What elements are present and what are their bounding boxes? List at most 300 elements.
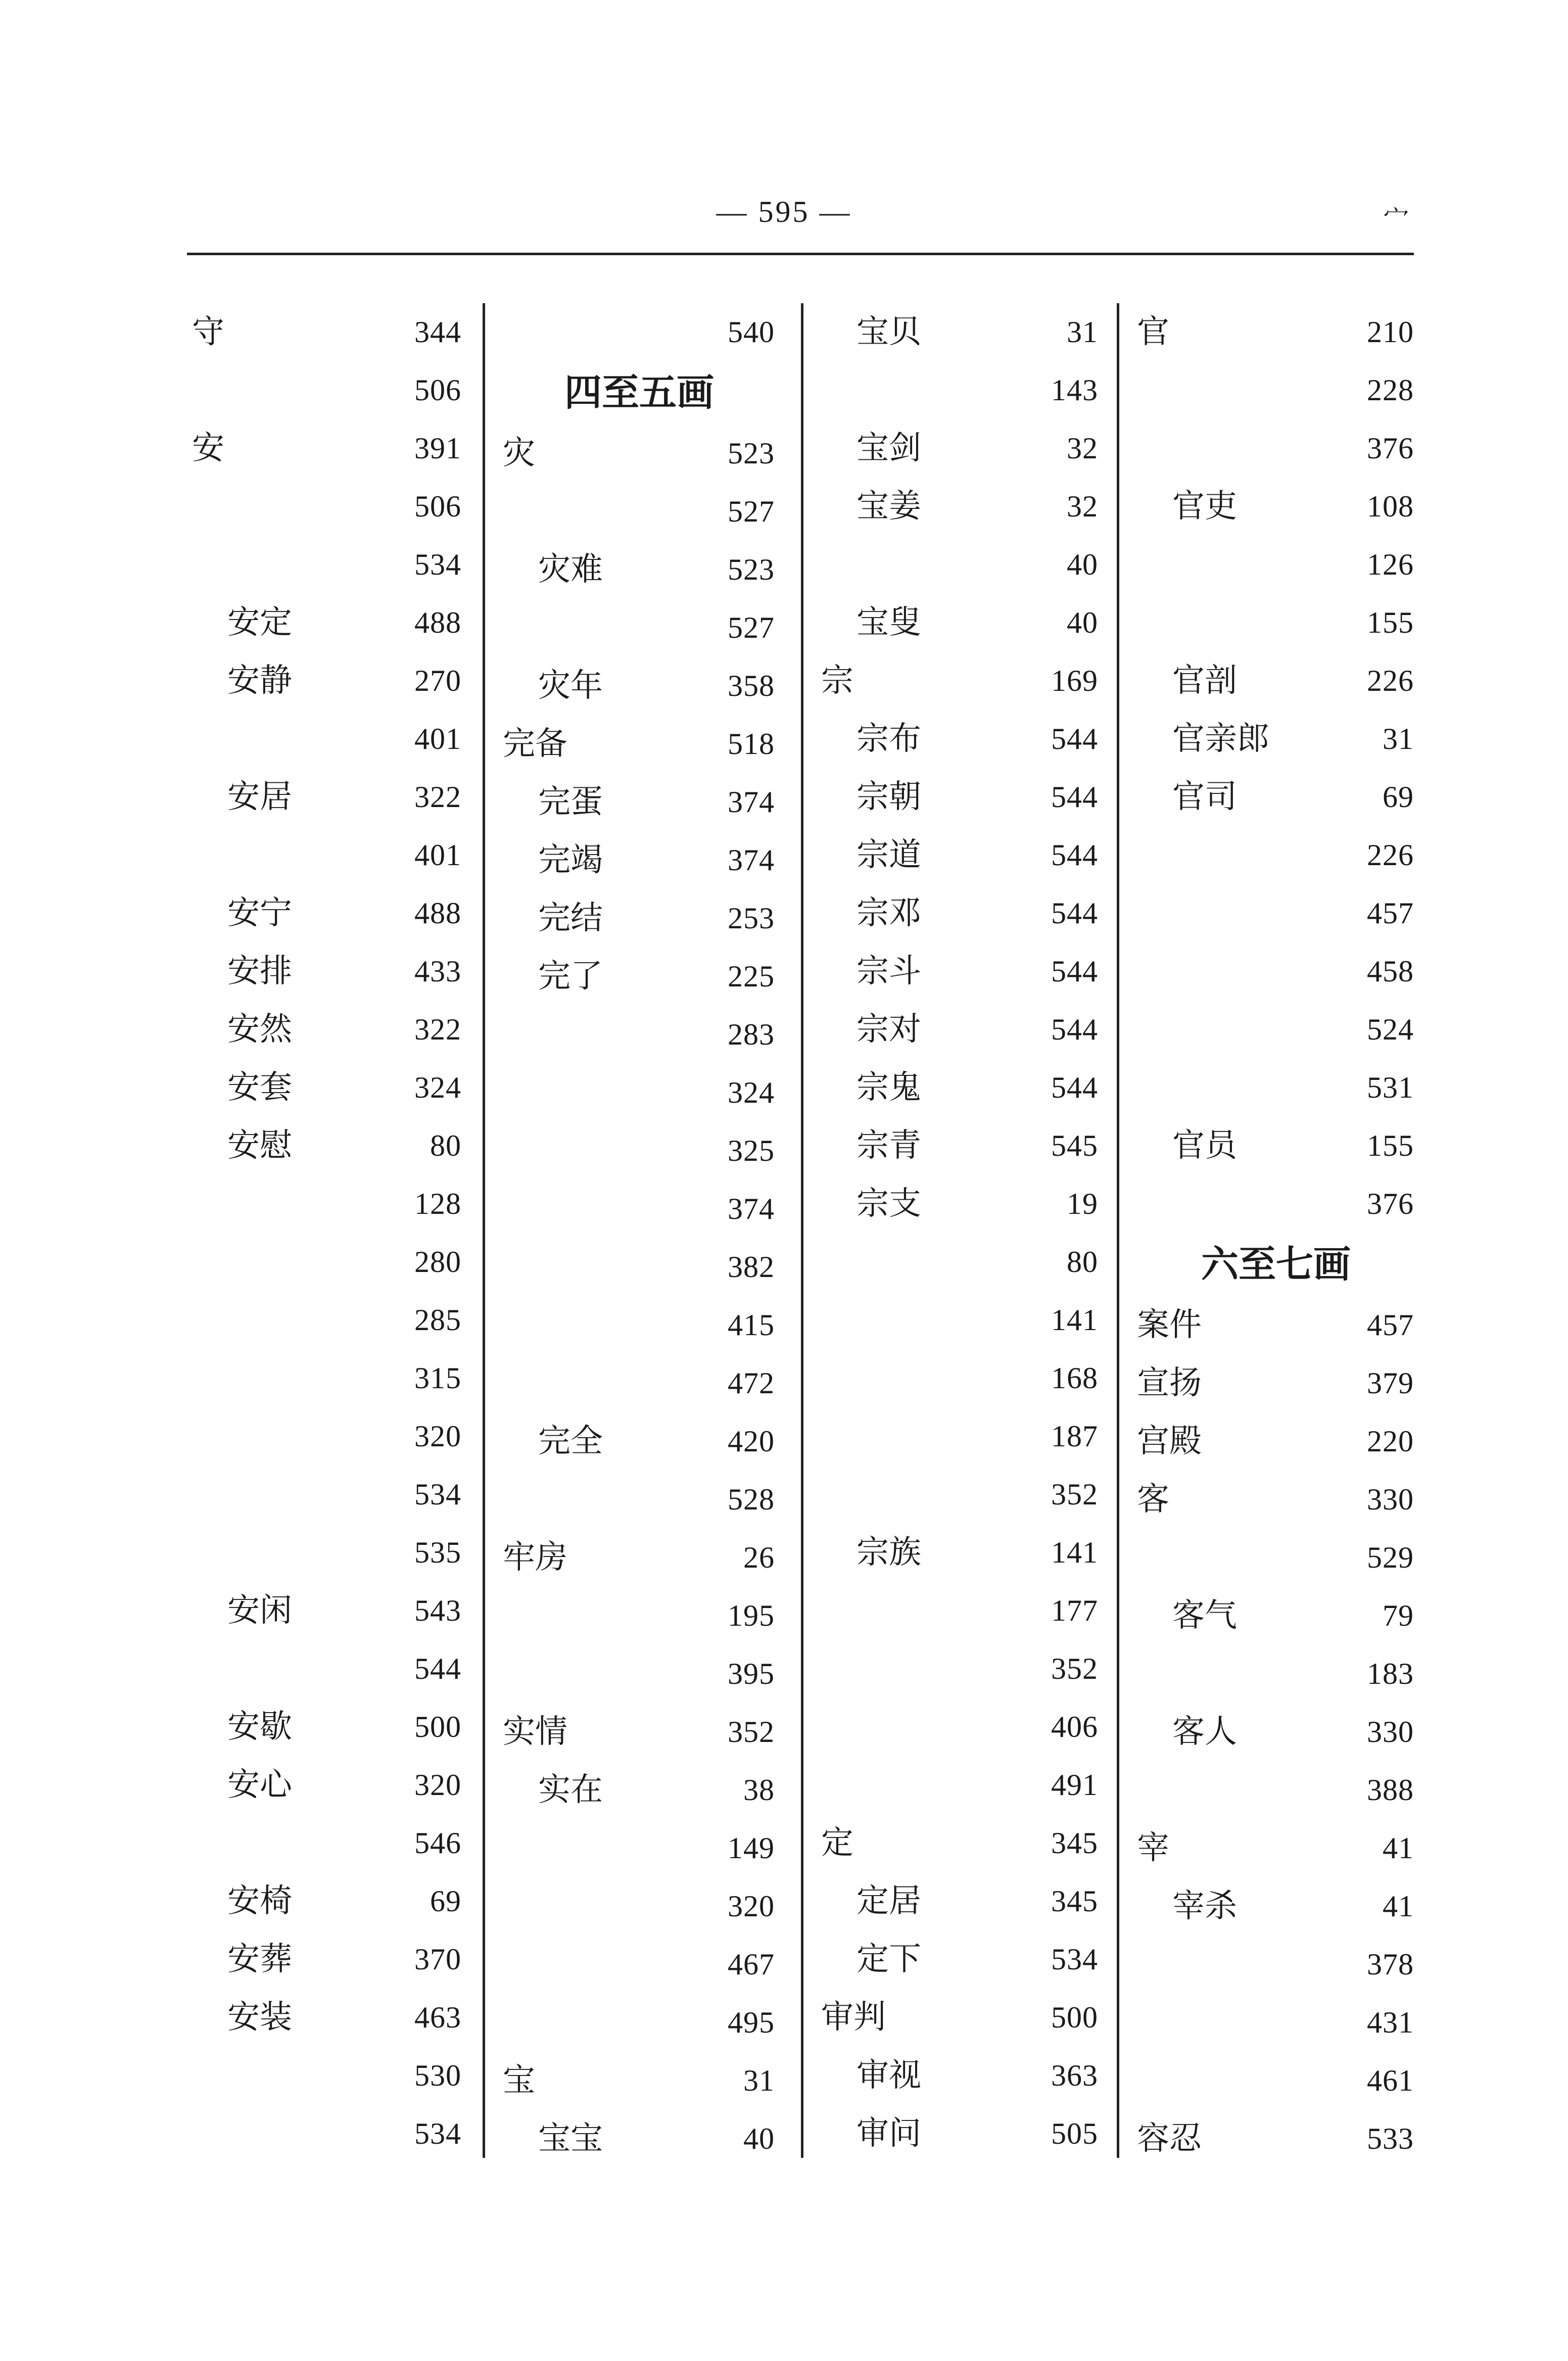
index-entry <box>498 1064 781 1122</box>
index-entry <box>498 483 781 541</box>
page-reference: 461 <box>1367 2064 1414 2097</box>
index-entry <box>816 826 1104 884</box>
sub-entry-term: 官亲郎 <box>1172 720 1269 758</box>
index-entry <box>498 303 781 361</box>
sub-entry-term: 宗鬼 <box>857 1069 921 1106</box>
page-reference: 395 <box>728 1657 775 1690</box>
index-entry <box>816 2047 1104 2105</box>
page-reference: 324 <box>414 1071 461 1104</box>
page-reference: 406 <box>1051 1710 1098 1743</box>
index-entry <box>1132 478 1420 536</box>
page-reference: 543 <box>414 1594 461 1627</box>
main-entry-term: 容忍 <box>1137 2120 1202 2157</box>
page-reference: 467 <box>728 1948 775 1981</box>
page-reference: 358 <box>728 669 775 702</box>
page-reference: 155 <box>1367 1129 1414 1162</box>
page-reference: 40 <box>743 2122 775 2155</box>
sub-entry-term: 完结 <box>538 900 603 937</box>
index-entry <box>1132 1059 1420 1117</box>
index-entry <box>187 1930 467 1989</box>
index-entry <box>1132 1819 1420 1877</box>
page-reference: 324 <box>728 1076 775 1109</box>
index-entry <box>816 1233 1104 1291</box>
page-reference: 352 <box>1051 1478 1098 1511</box>
page-reference: 534 <box>414 548 461 581</box>
page-reference: 149 <box>728 1831 775 1865</box>
index-entry <box>187 1872 467 1930</box>
sub-entry-term: 安椅 <box>227 1882 292 1920</box>
sub-entry-term: 官吏 <box>1172 488 1237 525</box>
section-heading-text: 四至五画 <box>564 371 714 414</box>
sub-entry-term: 安居 <box>227 778 292 816</box>
page-reference: 41 <box>1383 1890 1414 1923</box>
index-entry <box>1132 1001 1420 1059</box>
page-reference: 488 <box>414 606 461 639</box>
sub-entry-term: 安然 <box>227 1011 292 1048</box>
sub-entry-term: 安心 <box>227 1766 292 1804</box>
sub-entry-term: 灾年 <box>538 667 603 704</box>
page-reference: 433 <box>414 955 461 988</box>
index-entry <box>1132 884 1420 942</box>
page-reference: 40 <box>1067 606 1098 639</box>
index-column-4 <box>1132 303 1420 2158</box>
page-reference: 544 <box>414 1652 461 1685</box>
radical-corner-mark: 宀 <box>1384 204 1409 233</box>
index-entry <box>1132 1175 1420 1233</box>
main-entry-term: 宰 <box>1137 1829 1169 1867</box>
index-entry <box>498 1529 781 1587</box>
main-entry-term: 安 <box>192 430 224 467</box>
index-entry <box>816 478 1104 536</box>
page-reference: 330 <box>1367 1483 1414 1516</box>
index-entry <box>816 1117 1104 1175</box>
page-reference: 527 <box>728 611 775 644</box>
index-entry <box>1132 419 1420 478</box>
page-reference: 226 <box>1367 838 1414 872</box>
column-divider <box>1117 303 1119 2158</box>
page-reference: 545 <box>1051 1129 1098 1162</box>
sub-entry-term: 完全 <box>538 1423 603 1460</box>
sub-entry-term: 客气 <box>1172 1597 1237 1634</box>
index-entry <box>498 831 781 889</box>
index-entry <box>498 1471 781 1529</box>
index-entry <box>1132 303 1420 361</box>
index-entry <box>498 1296 781 1354</box>
sub-entry-term: 宗斗 <box>857 953 921 990</box>
sub-entry-term: 宝叟 <box>857 604 921 641</box>
page-reference: 31 <box>1383 722 1414 755</box>
sub-entry-term: 官司 <box>1172 778 1237 816</box>
index-entry <box>816 1407 1104 1466</box>
index-entry <box>498 599 781 657</box>
stroke-section-heading <box>498 361 781 424</box>
page-reference: 544 <box>1051 780 1098 814</box>
sub-entry-term: 灾难 <box>538 551 603 588</box>
page-reference: 315 <box>414 1361 461 1395</box>
page-reference: 534 <box>414 2117 461 2150</box>
index-entry <box>498 1761 781 1819</box>
page-reference: 320 <box>728 1890 775 1923</box>
page-reference: 415 <box>728 1308 775 1342</box>
page-reference: 141 <box>1051 1303 1098 1337</box>
index-entry <box>816 1698 1104 1756</box>
page-reference: 195 <box>728 1599 775 1632</box>
main-entry-term: 宫殿 <box>1137 1423 1202 1460</box>
index-entry <box>498 1006 781 1064</box>
page-reference: 523 <box>728 437 775 470</box>
index-entry <box>1132 1645 1420 1703</box>
page-reference: 529 <box>1367 1541 1414 1574</box>
index-entry <box>1132 1354 1420 1412</box>
sub-entry-term: 安慰 <box>227 1127 292 1164</box>
page-reference: 544 <box>1051 722 1098 755</box>
page-reference: 382 <box>728 1250 775 1284</box>
index-entry <box>816 303 1104 361</box>
page-reference: 32 <box>1067 490 1098 523</box>
index-entry <box>1132 1117 1420 1175</box>
page-reference: 546 <box>414 1826 461 1860</box>
page-reference: 401 <box>414 722 461 755</box>
index-entry <box>187 652 467 710</box>
sub-entry-term: 安闲 <box>227 1592 292 1629</box>
index-entry <box>498 1703 781 1761</box>
column-divider <box>483 303 485 2158</box>
page-reference: 108 <box>1367 490 1414 523</box>
index-entry <box>498 715 781 773</box>
sub-entry-term: 安装 <box>227 1999 292 2036</box>
index-entry <box>816 594 1104 652</box>
page-reference: 126 <box>1367 548 1414 581</box>
page-reference: 534 <box>1051 1943 1098 1976</box>
sub-entry-term: 安宁 <box>227 894 292 932</box>
page-reference: 535 <box>414 1536 461 1569</box>
index-entry <box>187 1466 467 1524</box>
index-entry <box>498 1238 781 1296</box>
page-reference: 505 <box>1051 2117 1098 2150</box>
index-entry <box>1132 1296 1420 1354</box>
sub-entry-term: 定居 <box>857 1882 921 1920</box>
index-entry <box>498 657 781 715</box>
index-entry <box>187 478 467 536</box>
page-reference: 352 <box>728 1715 775 1749</box>
main-entry-term: 灾 <box>503 435 535 472</box>
index-entry <box>187 826 467 884</box>
index-entry <box>187 1814 467 1872</box>
page-reference: 187 <box>1051 1420 1098 1453</box>
page-reference: 155 <box>1367 606 1414 639</box>
index-entry <box>816 536 1104 594</box>
index-entry <box>1132 1471 1420 1529</box>
index-entry <box>187 1233 467 1291</box>
page-number: — 595 — <box>716 195 852 228</box>
index-entry <box>498 2052 781 2110</box>
page-reference: 544 <box>1051 838 1098 872</box>
index-entry <box>1132 1703 1420 1761</box>
page-reference: 374 <box>728 785 775 819</box>
sub-entry-term: 宝贝 <box>857 313 921 351</box>
page-reference: 370 <box>414 1943 461 1976</box>
page-reference: 31 <box>1067 315 1098 349</box>
sub-entry-term: 官员 <box>1172 1127 1237 1164</box>
sub-entry-term: 完了 <box>538 958 603 995</box>
page-reference: 344 <box>414 315 461 349</box>
index-entry <box>187 1349 467 1407</box>
index-entry <box>187 1001 467 1059</box>
index-entry <box>816 1814 1104 1872</box>
page-reference: 31 <box>743 2064 775 2097</box>
main-entry-term: 完备 <box>503 725 567 763</box>
section-heading-text: 六至七画 <box>1201 1243 1351 1286</box>
sub-entry-term: 完竭 <box>538 841 603 879</box>
sub-entry-term: 安静 <box>227 662 292 699</box>
index-entry <box>816 1349 1104 1407</box>
page-reference: 506 <box>414 373 461 407</box>
index-entry <box>1132 594 1420 652</box>
page-reference: 38 <box>743 1773 775 1807</box>
page-reference: 80 <box>430 1129 461 1162</box>
page-reference: 79 <box>1383 1599 1414 1632</box>
sub-entry-term: 客人 <box>1172 1713 1237 1751</box>
index-entry <box>816 884 1104 942</box>
page-reference: 491 <box>1051 1768 1098 1802</box>
page-reference: 544 <box>1051 1071 1098 1104</box>
sub-entry-term: 官剖 <box>1172 662 1237 699</box>
index-entry <box>816 2105 1104 2163</box>
page-reference: 488 <box>414 896 461 930</box>
page-reference: 225 <box>728 960 775 993</box>
index-entry <box>816 1175 1104 1233</box>
page-reference: 283 <box>728 1018 775 1051</box>
sub-entry-term: 安葬 <box>227 1941 292 1978</box>
index-entry <box>816 1001 1104 1059</box>
page-reference: 530 <box>414 2059 461 2092</box>
index-entry <box>1132 361 1420 419</box>
page-reference: 379 <box>1367 1366 1414 1400</box>
page-reference: 128 <box>414 1187 461 1220</box>
page-reference: 495 <box>728 2006 775 2039</box>
index-entry <box>187 419 467 478</box>
page-reference: 322 <box>414 780 461 814</box>
main-entry-term: 宗 <box>821 662 853 699</box>
page-reference: 325 <box>728 1134 775 1167</box>
index-entry <box>1132 1529 1420 1587</box>
header-rule <box>187 253 1414 255</box>
index-entry <box>498 1994 781 2052</box>
index-entry <box>1132 1587 1420 1645</box>
page-reference: 401 <box>414 838 461 872</box>
index-entry <box>816 1582 1104 1640</box>
page-reference: 374 <box>728 1192 775 1225</box>
index-entry <box>816 1989 1104 2047</box>
page-reference: 431 <box>1367 2006 1414 2039</box>
index-entry <box>498 1877 781 1935</box>
page-reference: 544 <box>1051 955 1098 988</box>
page-reference: 32 <box>1067 432 1098 465</box>
index-entry <box>187 1640 467 1698</box>
page-reference: 500 <box>1051 2001 1098 2034</box>
sub-entry-term: 宗道 <box>857 836 921 874</box>
index-entry <box>816 1524 1104 1582</box>
page-reference: 457 <box>1367 896 1414 930</box>
sub-entry-term: 安排 <box>227 953 292 990</box>
index-column-1 <box>187 303 467 2158</box>
index-entry <box>187 1407 467 1466</box>
index-entry <box>187 2105 467 2163</box>
index-entry <box>187 1117 467 1175</box>
page-reference: 228 <box>1367 373 1414 407</box>
index-entry <box>816 1756 1104 1814</box>
sub-entry-term: 宗邓 <box>857 894 921 932</box>
index-entry <box>816 1640 1104 1698</box>
sub-entry-term: 安套 <box>227 1069 292 1106</box>
page-reference: 80 <box>1067 1245 1098 1279</box>
page-reference: 270 <box>414 664 461 697</box>
index-entry <box>187 1059 467 1117</box>
page-reference: 330 <box>1367 1715 1414 1749</box>
index-entry <box>187 1989 467 2047</box>
main-entry-term: 官 <box>1137 313 1169 351</box>
index-entry <box>498 424 781 483</box>
index-entry <box>498 1412 781 1471</box>
page-reference: 280 <box>414 1245 461 1279</box>
page-reference: 177 <box>1051 1594 1098 1627</box>
index-entry <box>816 1291 1104 1349</box>
sub-entry-term: 宗对 <box>857 1011 921 1048</box>
page-reference: 376 <box>1367 432 1414 465</box>
page-reference: 41 <box>1383 1831 1414 1865</box>
main-entry-term: 宣扬 <box>1137 1364 1202 1402</box>
page-reference: 500 <box>414 1710 461 1743</box>
index-entry <box>498 1122 781 1180</box>
index-entry <box>816 1930 1104 1989</box>
index-entry <box>816 710 1104 768</box>
page-reference: 463 <box>414 2001 461 2034</box>
page-reference: 220 <box>1367 1425 1414 1458</box>
index-entry <box>816 419 1104 478</box>
page-reference: 19 <box>1067 1187 1098 1220</box>
page-reference: 169 <box>1051 664 1098 697</box>
index-entry <box>187 942 467 1001</box>
page-reference: 40 <box>1067 548 1098 581</box>
index-column-2 <box>498 303 781 2158</box>
page-reference: 378 <box>1367 1948 1414 1981</box>
index-entry <box>1132 2110 1420 2168</box>
page-reference: 363 <box>1051 2059 1098 2092</box>
page-reference: 69 <box>430 1884 461 1918</box>
sub-entry-term: 定下 <box>857 1941 921 1978</box>
index-entry <box>816 652 1104 710</box>
page-reference: 253 <box>728 902 775 935</box>
index-entry <box>1132 1412 1420 1471</box>
page-reference: 458 <box>1367 955 1414 988</box>
index-entry <box>187 768 467 826</box>
page-reference: 544 <box>1051 1013 1098 1046</box>
sub-entry-term: 宝姜 <box>857 488 921 525</box>
main-entry-term: 案件 <box>1137 1306 1202 1344</box>
page-reference: 527 <box>728 495 775 528</box>
page-reference: 472 <box>728 1366 775 1400</box>
index-entry <box>187 1756 467 1814</box>
page-reference: 518 <box>728 727 775 761</box>
sub-entry-term: 完蛋 <box>538 783 603 821</box>
page-reference: 320 <box>414 1420 461 1453</box>
index-entry <box>498 2110 781 2168</box>
page-reference: 524 <box>1367 1013 1414 1046</box>
index-entry <box>1132 710 1420 768</box>
page-reference: 143 <box>1051 373 1098 407</box>
sub-entry-term: 宝宝 <box>538 2120 603 2157</box>
sub-entry-term: 宗布 <box>857 720 921 758</box>
page-reference: 352 <box>1051 1652 1098 1685</box>
page-reference: 376 <box>1367 1187 1414 1220</box>
sub-entry-term: 宗族 <box>857 1534 921 1571</box>
page-reference: 391 <box>414 432 461 465</box>
page-reference: 285 <box>414 1303 461 1337</box>
index-entry <box>816 1466 1104 1524</box>
index-entry <box>1132 1877 1420 1935</box>
page-reference: 26 <box>743 1541 775 1574</box>
page-reference: 420 <box>728 1425 775 1458</box>
index-entry <box>498 948 781 1006</box>
index-entry <box>816 1059 1104 1117</box>
page-reference: 183 <box>1367 1657 1414 1690</box>
page-reference: 457 <box>1367 1308 1414 1342</box>
index-entry <box>498 1935 781 1994</box>
page-reference: 168 <box>1051 1361 1098 1395</box>
page-reference: 69 <box>1383 780 1414 814</box>
index-entry <box>187 884 467 942</box>
index-entry <box>1132 1761 1420 1819</box>
index-entry <box>187 594 467 652</box>
index-entry <box>187 710 467 768</box>
sub-entry-term: 审视 <box>857 2057 921 2094</box>
index-entry <box>816 768 1104 826</box>
index-entry <box>1132 768 1420 826</box>
index-entry <box>187 361 467 419</box>
sub-entry-term: 宰杀 <box>1172 1887 1237 1925</box>
sub-entry-term: 宗青 <box>857 1127 921 1164</box>
index-entry <box>187 1524 467 1582</box>
index-entry <box>187 1582 467 1640</box>
sub-entry-term: 审问 <box>857 2115 921 2152</box>
index-entry <box>816 361 1104 419</box>
page-reference: 141 <box>1051 1536 1098 1569</box>
page-reference: 534 <box>414 1478 461 1511</box>
index-entry <box>1132 942 1420 1001</box>
index-entry <box>498 1819 781 1877</box>
index-entry <box>1132 1935 1420 1994</box>
index-entry <box>816 1872 1104 1930</box>
index-entry <box>498 773 781 831</box>
page-reference: 388 <box>1367 1773 1414 1807</box>
page-reference: 210 <box>1367 315 1414 349</box>
sub-entry-term: 实在 <box>538 1771 603 1809</box>
sub-entry-term: 宗朝 <box>857 778 921 816</box>
index-entry <box>816 942 1104 1001</box>
index-entry <box>1132 536 1420 594</box>
page-reference: 531 <box>1367 1071 1414 1104</box>
sub-entry-term: 宗支 <box>857 1185 921 1222</box>
stroke-section-heading <box>1132 1233 1420 1296</box>
main-entry-term: 宝 <box>503 2062 535 2099</box>
index-entry <box>1132 826 1420 884</box>
column-divider <box>801 303 803 2158</box>
main-entry-term: 定 <box>821 1824 853 1862</box>
sub-entry-term: 安歇 <box>227 1708 292 1745</box>
sub-entry-term: 安定 <box>227 604 292 641</box>
index-entry <box>498 1645 781 1703</box>
page-reference: 540 <box>728 315 775 349</box>
